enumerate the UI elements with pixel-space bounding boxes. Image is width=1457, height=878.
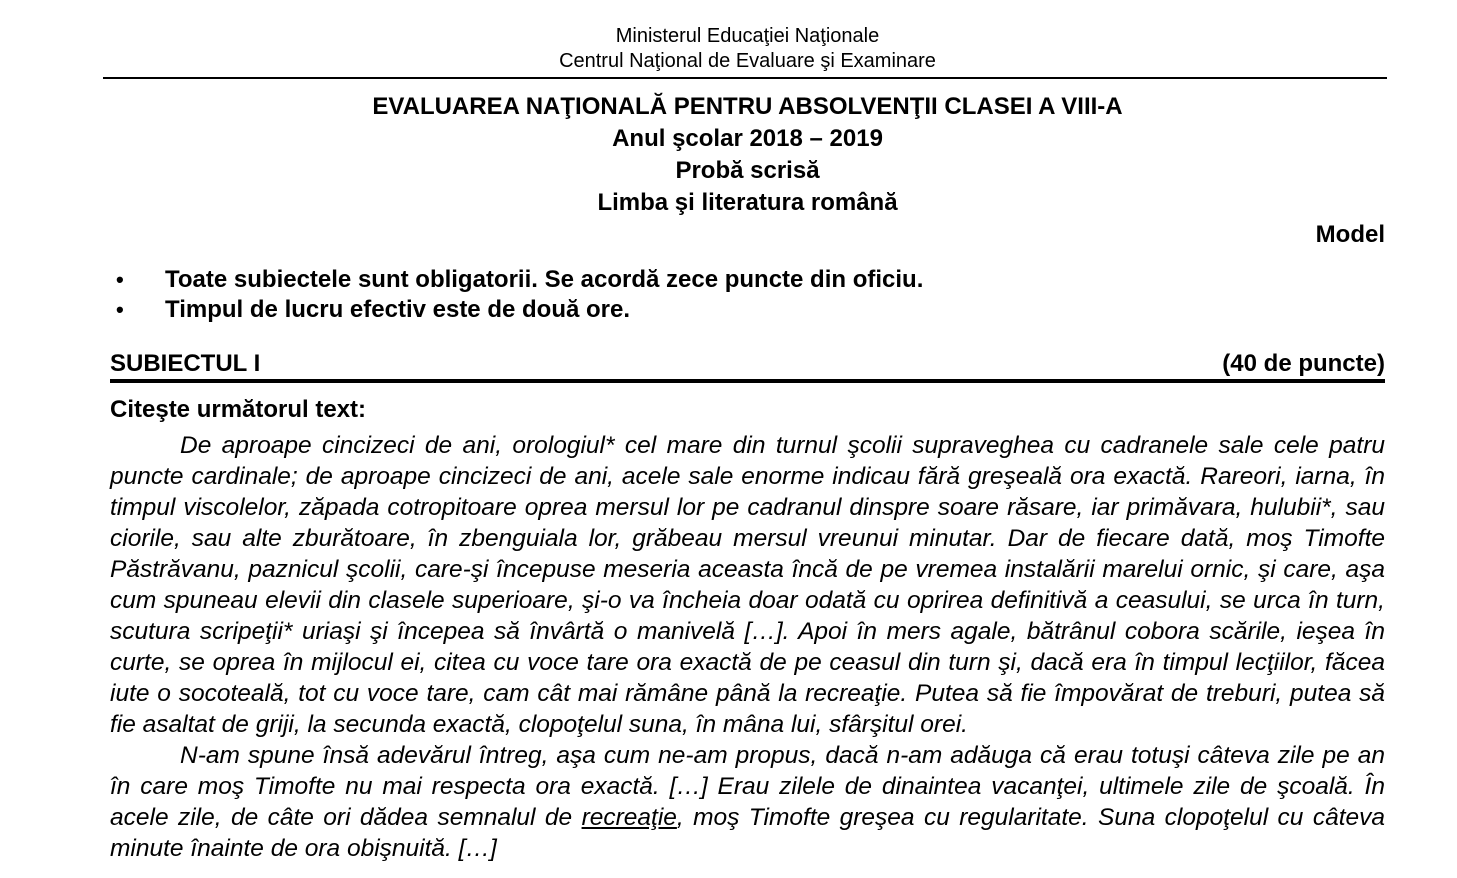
header-divider-rule: [103, 77, 1387, 79]
subject1-points: (40 de puncte): [1222, 350, 1385, 377]
excerpt-paragraph-2-before: N-am spune însă adevărul întreg, aşa cum ne-am propus, dacă n-am adăuga că erau totuşi câteva zile pe an în care moş Timofte nu mai respecta ora exactă. […] Erau zilele de dinaintea vacanţei, ultimele zile de şcoală. În acele zile, de câte ori dădea semnalul de: [110, 742, 1385, 831]
instructions-list: [110, 265, 1385, 325]
excerpt-paragraph-2: [110, 740, 1385, 864]
excerpt-paragraph-1: De aproape cincizeci de ani, orologiul* cel mare din turnul şcolii supraveghea cu cadranele sale cele patru puncte cardinale; de aproape cincizeci de ani, acele sale enorme indicau fără greşeală ora exactă. Rareori, iarna, în timpul viscolelor, zăpada cotropitoare oprea mersul lor pe cadranul dinspre soare răsare, iar primăvara, hulubii*, sau ciorile, sau alte zburătoare, în zbenguiala lor, grăbeau mersul vreunui minutar. Dar de fiecare dată, moş Timofte Păstrăvanu, paznicul şcolii, care-şi începuse meseria aceasta încă de pe vremea instalării marelui ornic, şi care, aşa cum spuneau elevii din clasele superioare, şi-o va încheia doar odată cu oprirea definitivă a ceasului, se urca în turn, scutura scripeţii* uriaşi şi începea să învârtă o manivelă […]. Apoi în mers agale, bătrânul cobora scările, ieşea în curte, se oprea în mijlocul ei, citea cu voce tare ora exactă de pe ceasul din turn şi, dacă era în timpul lecţiilor, făcea iute o socoteală, tot cu voce tare, cam cât mai rămâne până la recreaţie. Putea să fie împovărat de treburi, putea să fie asaltat de griji, la secunda exactă, clopoţelul suna, în mâna lui, sfârşitul orei.: [110, 432, 1385, 738]
underlined-word: recreaţie: [581, 804, 677, 831]
read-prompt: Citeşte următorul text:: [110, 396, 367, 423]
instruction-text: Timpul de lucru efectiv este de două ore.: [165, 296, 631, 323]
school-year: Anul şcolar 2018 – 2019: [612, 125, 883, 152]
instruction-item: [110, 295, 1385, 325]
evaluation-center-name: Centrul Naţional de Evaluare şi Examinare: [559, 50, 936, 72]
excerpt-paragraph-2-after: , moş Timofte greşea cu regularitate. Suna clopoţelul cu câteva minute înainte de ora obişnuită. […]: [110, 804, 1386, 862]
document-header: [110, 24, 1385, 74]
bullet-icon: •: [116, 297, 124, 322]
title-block: [110, 91, 1385, 219]
subject-name: Limba şi literatura română: [597, 189, 898, 216]
text-excerpt: [110, 430, 1385, 864]
subject1-header-row: [110, 351, 1385, 383]
instruction-text: Toate subiectele sunt obligatorii. Se acordă zece puncte din oficiu.: [165, 266, 924, 293]
instruction-item: [110, 265, 1385, 295]
subject1-heading: SUBIECTUL I: [110, 350, 261, 377]
variant-label: Model: [1315, 221, 1385, 248]
exam-title: EVALUAREA NAŢIONALĂ PENTRU ABSOLVENŢII CLASEI A VIII-A: [372, 93, 1123, 120]
bullet-icon: •: [116, 267, 124, 292]
ministry-name: Ministerul Educaţiei Naţionale: [615, 25, 880, 47]
exam-type: Probă scrisă: [675, 157, 820, 184]
